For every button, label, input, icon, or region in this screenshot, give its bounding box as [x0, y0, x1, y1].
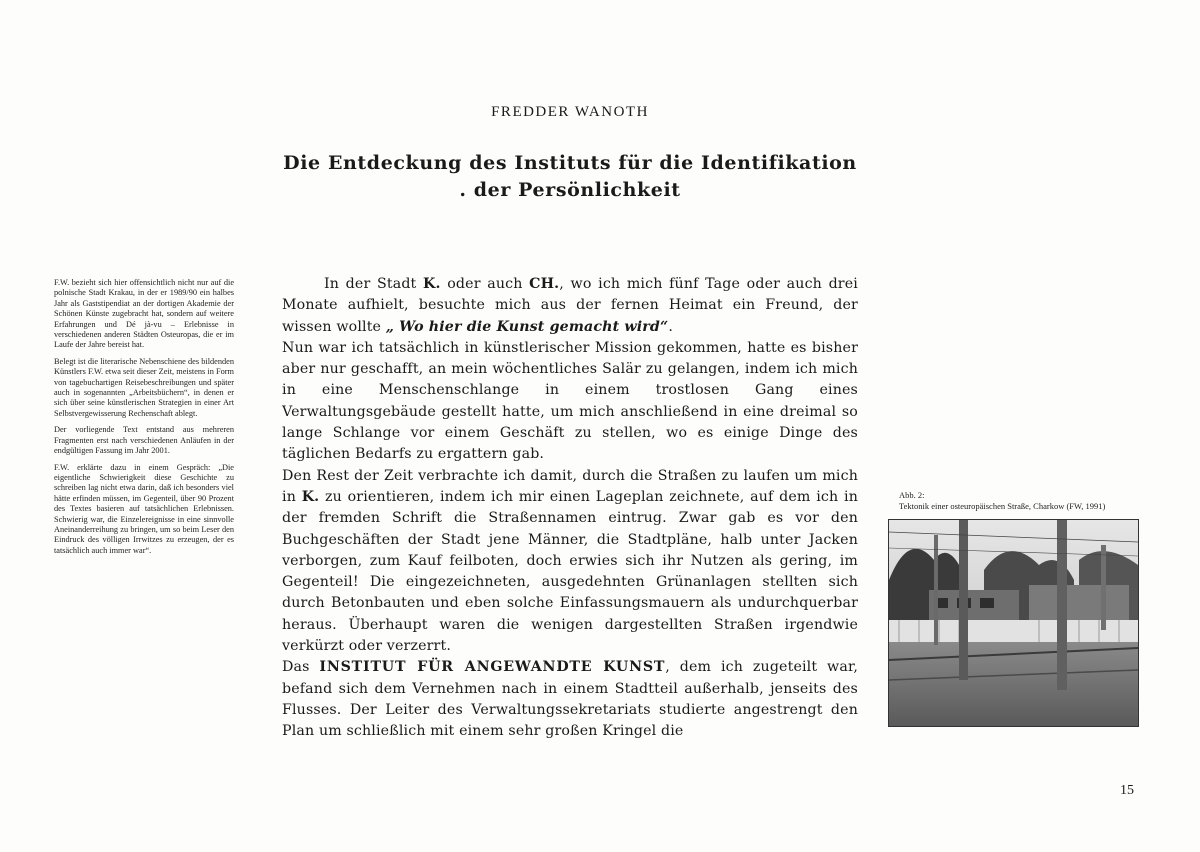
text-run: Das: [282, 659, 320, 676]
article-title: [0, 150, 1140, 204]
text-run: , dem ich zugeteilt war, befand sich dem Vernehmen nach in einem Stadtteil außerhalb, jenseits des Flusses. Der Leiter des Verwaltungssekretariats studierte angestrengt den Plan um schließlich mit einem sehr großen Kringel die: [282, 659, 858, 740]
sidenote-paragraph: F.W. bezieht sich hier offensichtlich nicht nur auf die polnische Stadt Krakau, in der er 1989/90 ein halbes Jahr als Gaststipendiat an der dortigen Akademie der Schönen Künste zugebracht hat, sondern auf weitere Erfahrungen und Dé jà-vu – Erlebnisse in verschiedenen anderen Städten Osteuropas, die er im Laufe der Jahre bereist hat.: [54, 278, 234, 350]
title-line-1: Die Entdeckung des Instituts für die Identifikation: [283, 152, 857, 174]
sidenote-paragraph: Belegt ist die literarische Nebenschiene des bildenden Künstlers F.W. etwa seit dieser Zeit, meistens in Form von tagebuchartigen Reisebeschreibungen und später auch in sogenannten „Arbeitsbüchern“, in denen er sich über seine künstlerischen Strategien in einer Art Selbstvergewisserung Rechenschaft ablegt.: [54, 356, 234, 418]
body-paragraph-1: [282, 274, 858, 338]
figure-caption: [899, 490, 1179, 512]
body-text: [282, 274, 858, 743]
text-run: oder auch: [440, 276, 530, 292]
city-abbreviation-k: K.: [423, 276, 441, 292]
body-paragraph-3: [282, 466, 858, 658]
title-line-2: . der Persönlichkeit: [459, 179, 681, 201]
sidenote-paragraph: Der vorliegende Text entstand aus mehreren Fragmenten erst nach verschiedenen Anläufen in der endgültigen Fassung im Jahr 2001.: [54, 425, 234, 456]
sidenote: [54, 278, 234, 562]
institute-name: INSTITUT FÜR ANGEWANDTE KUNST: [319, 659, 666, 676]
text-run: .: [668, 318, 673, 335]
text-run: In der Stadt: [324, 276, 424, 292]
author-name: FREDDER WANOTH: [491, 104, 649, 120]
body-paragraph-4: [282, 657, 858, 742]
street-photo: [888, 519, 1139, 727]
text-run: , wo ich mich fünf Tage oder auch drei Monate aufhielt, besuchte mich aus der fernen Heimat ein Freund, der wissen wollte: [282, 276, 858, 335]
body-paragraph-2: Nun war ich tatsächlich in künstlerischer Mission gekommen, hatte es bisher aber nur geschafft, an mein wöchentliches Salär zu gelangen, indem ich mich in eine Menschenschlange in einem trostlosen Gang eines Verwaltungsgebäude gestellt hatte, um mich anschließend in eine dreimal so lange Schlange vor einem Geschäft zu stellen, wo es einige Dinge des täglichen Bedarfs zu ergattern gab.: [282, 339, 858, 463]
sidenote-paragraph: F.W. erklärte dazu in einem Gespräch: „Die eigentliche Schwierigkeit diese Geschichte zu schreiben lag nicht etwa darin, daß ich besonders viel hätte erfinden müssen, im Gegenteil, über 90 Prozent des Textes basieren auf tatsächlichen Erlebnissen. Schwierig war, die Einzelereignisse in eine sinnvolle Aneinanderreihung zu bringen, um so beim Leser den Eindruck des völligen Irrwitzes zu erzeugen, der es tatsächlich auch immer war“.: [54, 462, 234, 555]
caption-label: Abb. 2:: [899, 490, 925, 500]
page-number: 15: [1120, 783, 1134, 798]
quote-emphasis: „ Wo hier die Kunst gemacht wird“: [385, 318, 669, 335]
caption-text: Tektonik einer osteuropäischen Straße, Charkow (FW, 1991): [899, 501, 1106, 511]
street-photo-illustration: [889, 520, 1138, 726]
city-abbreviation-ch: CH.: [529, 276, 560, 292]
city-abbreviation-k: K.: [301, 488, 320, 505]
text-run: zu orientieren, indem ich mir einen Lageplan zeichnete, auf dem ich in der fremden Schrift die Straßennamen eintrug. Zwar gab es vor den Buchgeschäften der Stadt jene Männer, die Stadtpläne, halb unter Jacken verborgen, zum Kauf feilboten, doch erwies sich ihr Nutzen als gering, im Gegenteil! Die eingezeichneten, ausgedehnten Grünanlagen stellten sich durch Betonbauten und eben solche Einfassungsmauern als undurchquerbar heraus. Überhaupt waren die wenigen dargestellten Straßen irgendwie verkürzt oder verzerrt.: [282, 488, 858, 655]
text-run: Den Rest der Zeit verbrachte ich damit, durch die Straßen zu laufen um mich in: [282, 467, 858, 505]
